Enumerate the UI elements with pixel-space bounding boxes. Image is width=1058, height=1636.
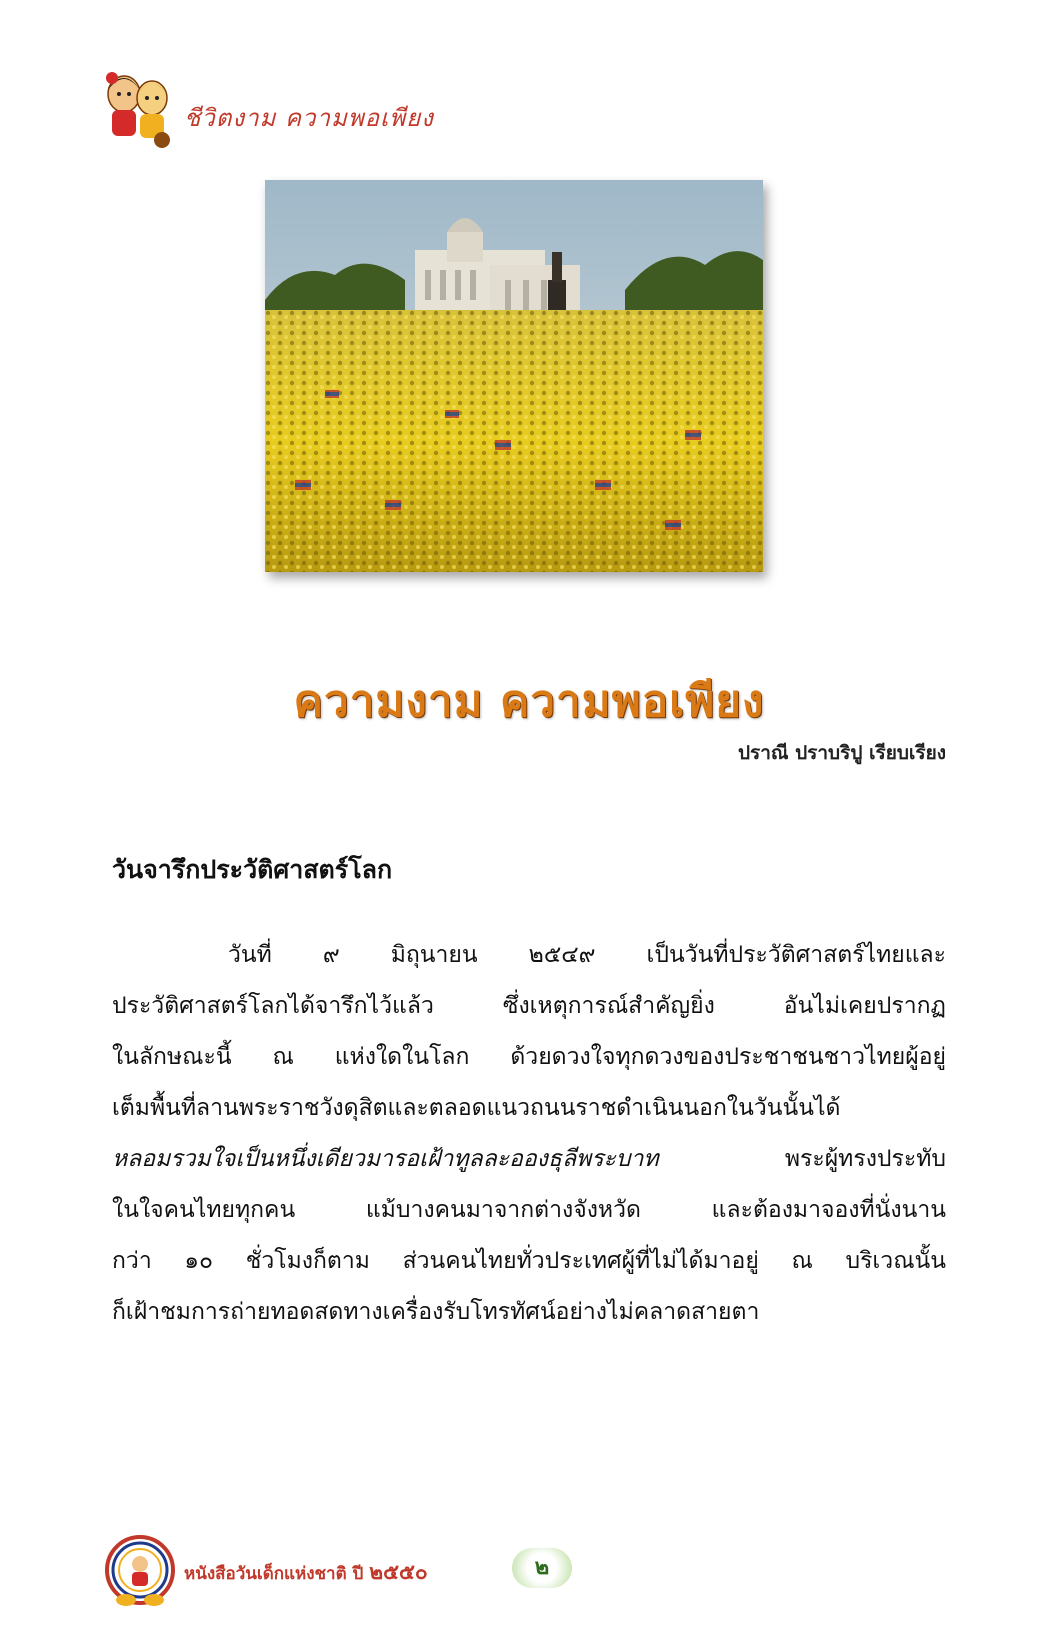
crowd-photo-image xyxy=(265,180,763,572)
article-body xyxy=(112,930,946,1338)
emphasis-tail: พระผู้ทรงประทับ xyxy=(658,1146,946,1172)
section-heading: วันจารึกประวัติศาสตร์โลก xyxy=(112,855,393,884)
body-line: ในใจคนไทยทุกคน แม้บางคนมาจากต่างจังหวัด และต้องมาจองที่นั่งนาน xyxy=(112,1197,946,1223)
body-line: ก็เฝ้าชมการถ่ายทอดสดทางเครื่องรับโทรทัศน์อย่างไม่คลาดสายตา xyxy=(112,1299,760,1325)
body-line-emphasis xyxy=(112,1134,946,1185)
footer-book-title xyxy=(184,1556,428,1589)
page-number: ๒ xyxy=(512,1548,572,1588)
footer-book-title-text: หนังสือวันเด็กแห่งชาติ ปี xyxy=(184,1564,364,1584)
body-line: ประวัติศาสตร์โลกได้จารึกไว้แล้ว ซึ่งเหตุการณ์สำคัญยิ่ง อันไม่เคยปรากฏ xyxy=(112,993,946,1019)
page-footer xyxy=(104,1534,964,1614)
footer-year: ๒๕๕๐ xyxy=(369,1560,428,1584)
mascot-children-icon xyxy=(104,64,179,150)
emphasis-text: หลอมรวมใจเป็นหนึ่งเดียวมารอเฝ้าทูลละอองธุลีพระบาท xyxy=(112,1146,659,1172)
body-line: เต็มพื้นที่ลานพระราชวังดุสิตและตลอดแนวถนนราชดำเนินนอกในวันนั้นได้ xyxy=(112,1095,841,1121)
article-byline: ปราณี ปราบริปู เรียบเรียง xyxy=(737,742,946,764)
children-day-logo-icon xyxy=(104,1534,176,1610)
series-title: ชีวิตงาม ความพอเพียง xyxy=(184,104,434,132)
body-line: กว่า ๑๐ ชั่วโมงก็ตาม ส่วนคนไทยทั่วประเทศผู้ที่ไม่ได้มาอยู่ ณ บริเวณนั้น xyxy=(112,1248,946,1274)
article-title: ความงาม ความพอเพียง xyxy=(293,676,765,727)
crowd-photo xyxy=(265,180,763,572)
body-line: ในลักษณะนี้ ณ แห่งใดในโลก ด้วยดวงใจทุกดวงของประชาชนชาวไทยผู้อยู่ xyxy=(112,1044,946,1070)
page-header xyxy=(104,64,464,154)
body-line: วันที่ ๙ มิถุนายน ๒๕๔๙ เป็นวันที่ประวัติศาสตร์ไทยและ xyxy=(228,942,946,968)
